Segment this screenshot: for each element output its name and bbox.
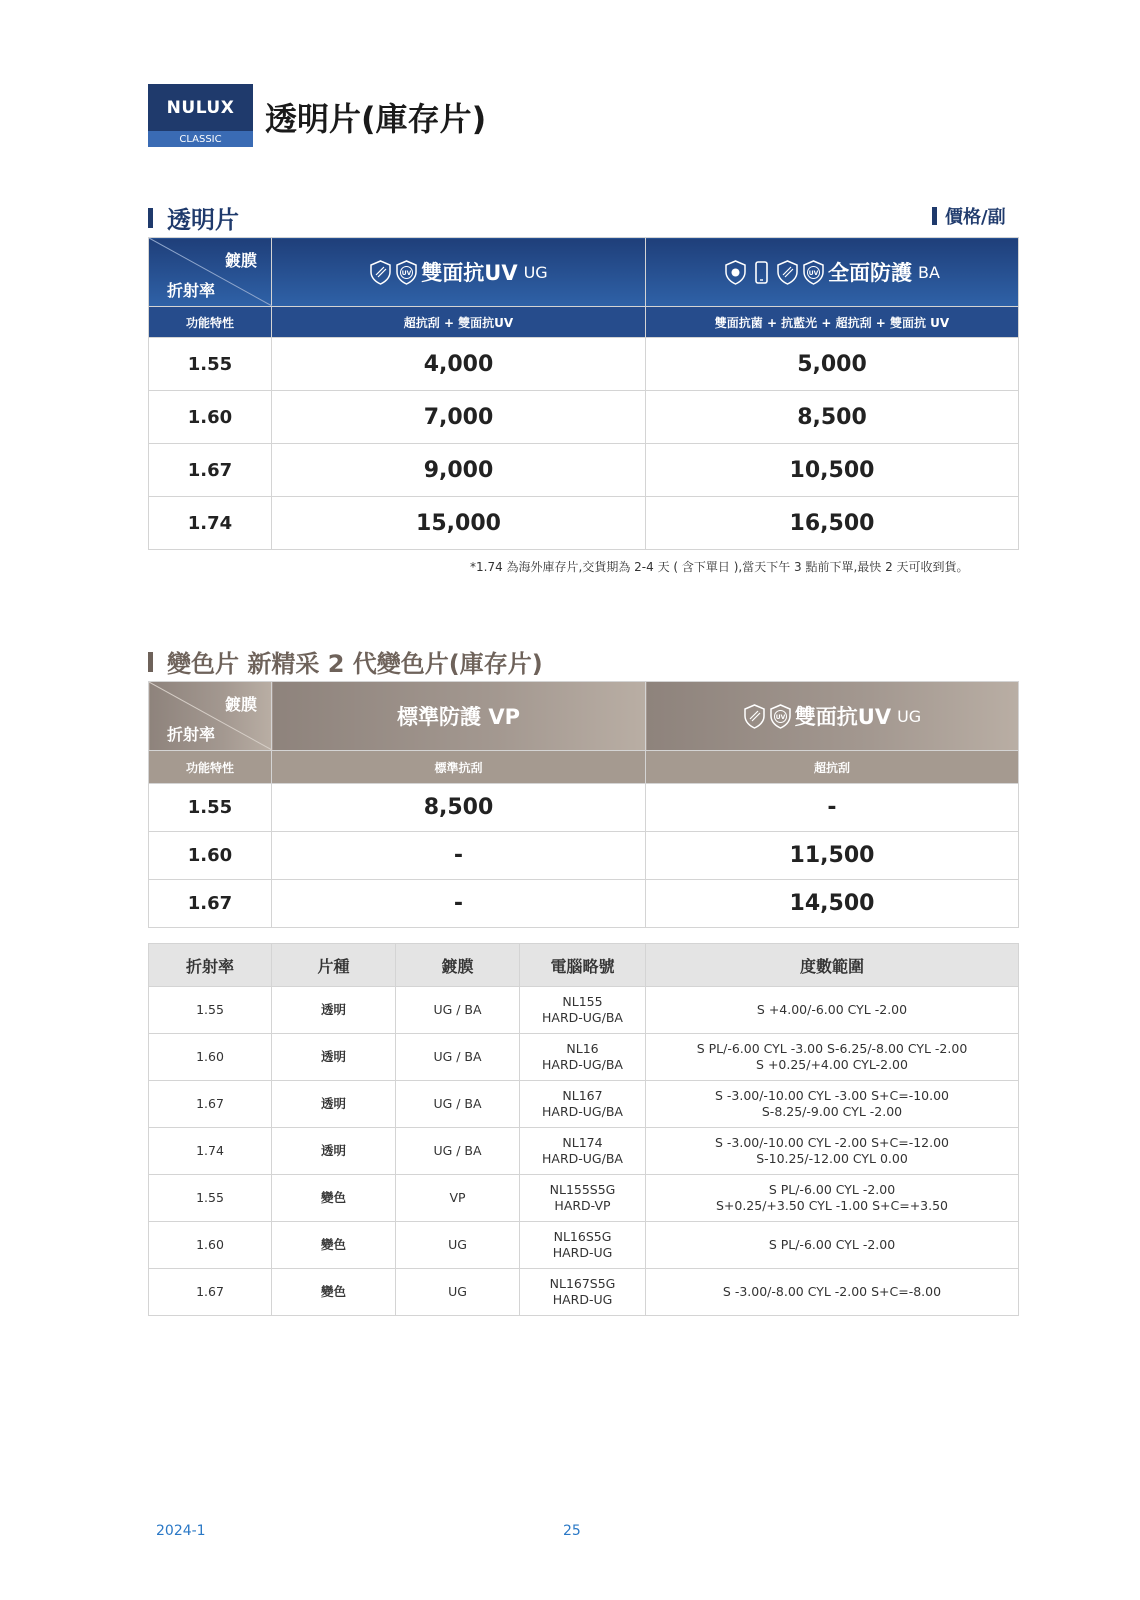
spec-kind: 透明: [272, 1034, 396, 1081]
spec-kind: 變色: [272, 1222, 396, 1269]
price-vp: -: [272, 880, 646, 928]
spec-coating: UG: [396, 1222, 520, 1269]
column-header-vp: [272, 682, 646, 751]
price-unit-text: 價格/副: [945, 207, 1006, 228]
range-line: S+0.25/+3.50 CYL -1.00 S+C=+3.50: [715, 1198, 949, 1213]
page-number: 25: [563, 1523, 581, 1539]
refractive-index: 1.55: [149, 784, 272, 832]
uv-shield-icon: [776, 260, 799, 285]
spec-kind: 透明: [272, 1081, 396, 1128]
spec-row: [149, 987, 1019, 1034]
column-title-ug: 雙面抗UV: [421, 261, 518, 285]
spec-index: 1.60: [149, 1222, 272, 1269]
spec-range: [646, 1081, 1019, 1128]
price-ug: 14,500: [646, 880, 1019, 928]
section-bar: [148, 652, 153, 672]
spec-table: [148, 943, 1019, 1316]
brand-tagline: CLASSIC: [148, 131, 253, 147]
spec-index: 1.55: [149, 987, 272, 1034]
clear-price-table: [148, 237, 1019, 550]
price-unit: [932, 203, 1006, 229]
price-row: [149, 391, 1019, 444]
corner-index-label: 折射率: [167, 725, 216, 744]
corner-coating-label: 鍍膜: [224, 695, 257, 714]
header-coating: 鍍膜: [396, 944, 520, 987]
spec-code: [520, 1081, 646, 1128]
spec-coating: UG: [396, 1269, 520, 1316]
svg-text:UV: UV: [402, 269, 412, 277]
price-ba: 5,000: [646, 338, 1019, 391]
phone-icon: [750, 260, 773, 285]
range-line: S PL/-6.00 CYL -2.00: [768, 1237, 896, 1252]
code-line: HARD-UG: [552, 1292, 613, 1307]
code-line: HARD-UG: [552, 1245, 613, 1260]
header-range: 度數範圍: [646, 944, 1019, 987]
corner-cell: [149, 682, 272, 751]
column-suffix-ug: UG: [897, 706, 922, 726]
feature-ug: 超抗刮: [646, 751, 1019, 784]
spec-index: 1.60: [149, 1034, 272, 1081]
spec-kind: 變色: [272, 1175, 396, 1222]
spec-coating: UG / BA: [396, 1128, 520, 1175]
spec-range: [646, 1222, 1019, 1269]
range-line: S -3.00/-10.00 CYL -2.00 S+C=-12.00: [714, 1135, 950, 1150]
code-line: NL155S5G: [549, 1182, 616, 1197]
clear-section-title-text: 透明片: [167, 206, 239, 234]
corner-cell: [149, 238, 272, 307]
antibacterial-icon: [724, 260, 747, 285]
price-unit-bar: [932, 207, 937, 225]
spec-coating: UG / BA: [396, 1034, 520, 1081]
column-header-ba: [646, 238, 1019, 307]
feature-ug: 超抗刮 + 雙面抗UV: [272, 307, 646, 338]
uv-shield-icon: [802, 260, 825, 285]
photochromic-section-title-text: 變色片 新精采 2 代變色片(庫存片): [167, 650, 543, 678]
brand-logo: [148, 84, 253, 147]
spec-row: [149, 1175, 1019, 1222]
spec-range: [646, 1034, 1019, 1081]
spec-row: [149, 1128, 1019, 1175]
range-line: S -3.00/-8.00 CYL -2.00 S+C=-8.00: [722, 1284, 942, 1299]
spec-coating: VP: [396, 1175, 520, 1222]
section-bar: [148, 208, 153, 228]
uv-shield-icon: [743, 704, 766, 729]
spec-code: [520, 1175, 646, 1222]
header-kind: 片種: [272, 944, 396, 987]
spec-range: [646, 1175, 1019, 1222]
price-ba: 16,500: [646, 497, 1019, 550]
footnote: *1.74 為海外庫存片,交貨期為 2-4 天 ( 含下單日 ),當天下午 3 點前下單,最快 2 天可收到貨。: [470, 560, 969, 574]
spec-row: [149, 1269, 1019, 1316]
spec-row: [149, 1081, 1019, 1128]
corner-coating-label: 鍍膜: [224, 251, 257, 270]
spec-coating: UG / BA: [396, 1081, 520, 1128]
spec-header-row: [149, 944, 1019, 987]
code-line: NL167: [562, 1088, 603, 1103]
range-line: S PL/-6.00 CYL -2.00: [768, 1182, 896, 1197]
price-vp: 8,500: [272, 784, 646, 832]
feature-label: 功能特性: [149, 307, 272, 338]
spec-kind: 透明: [272, 1128, 396, 1175]
code-line: HARD-UG/BA: [542, 1057, 623, 1072]
column-suffix-ba: BA: [918, 262, 940, 282]
spec-row: [149, 1222, 1019, 1269]
uv-shield-icon: [395, 260, 418, 285]
svg-text:UV: UV: [808, 269, 819, 277]
svg-text:UV: UV: [775, 713, 786, 721]
code-line: HARD-UG/BA: [542, 1104, 623, 1119]
price-row: [149, 497, 1019, 550]
uv-shield-icon: [369, 260, 392, 285]
code-line: NL16S5G: [553, 1229, 612, 1244]
range-line: S -3.00/-10.00 CYL -3.00 S+C=-10.00: [714, 1088, 950, 1103]
photochromic-price-table: [148, 681, 1019, 928]
page-title: 透明片(庫存片): [265, 100, 487, 138]
spec-code: [520, 1128, 646, 1175]
refractive-index: 1.60: [149, 832, 272, 880]
spec-index: 1.55: [149, 1175, 272, 1222]
spec-index: 1.74: [149, 1128, 272, 1175]
code-line: NL167S5G: [549, 1276, 616, 1291]
feature-ba: 雙面抗菌 + 抗藍光 + 超抗刮 + 雙面抗 UV: [646, 307, 1019, 338]
column-title-ba: 全面防護: [828, 261, 913, 285]
spec-code: [520, 1269, 646, 1316]
column-title-vp: 標準防護 VP: [397, 705, 520, 729]
footer-date: 2024-1: [156, 1523, 206, 1539]
code-line: NL174: [562, 1135, 603, 1150]
spec-row: [149, 1034, 1019, 1081]
uv-shield-icon: [769, 704, 792, 729]
spec-range: [646, 987, 1019, 1034]
refractive-index: 1.67: [149, 880, 272, 928]
price-ug: 11,500: [646, 832, 1019, 880]
feature-label: 功能特性: [149, 751, 272, 784]
column-suffix-ug: UG: [523, 262, 548, 282]
price-row: [149, 880, 1019, 928]
header-code: 電腦略號: [520, 944, 646, 987]
column-header-ug: [646, 682, 1019, 751]
photochromic-section-title: [148, 644, 543, 679]
price-ba: 10,500: [646, 444, 1019, 497]
spec-kind: 變色: [272, 1269, 396, 1316]
spec-code: [520, 987, 646, 1034]
price-row: [149, 444, 1019, 497]
range-line: S-10.25/-12.00 CYL 0.00: [756, 1151, 908, 1166]
price-row: [149, 832, 1019, 880]
code-line: HARD-UG/BA: [542, 1010, 623, 1025]
price-row: [149, 338, 1019, 391]
price-ug: 15,000: [272, 497, 646, 550]
range-line: S PL/-6.00 CYL -3.00 S-6.25/-8.00 CYL -2.00: [696, 1041, 968, 1056]
price-row: [149, 784, 1019, 832]
code-line: NL16: [566, 1041, 599, 1056]
price-vp: -: [272, 832, 646, 880]
column-header-ug: [272, 238, 646, 307]
spec-range: [646, 1269, 1019, 1316]
code-line: HARD-UG/BA: [542, 1151, 623, 1166]
column-title-ug: 雙面抗UV: [794, 705, 892, 729]
spec-range: [646, 1128, 1019, 1175]
refractive-index: 1.55: [149, 338, 272, 391]
spec-code: [520, 1034, 646, 1081]
spec-kind: 透明: [272, 987, 396, 1034]
corner-index-label: 折射率: [167, 281, 216, 300]
range-line: S +4.00/-6.00 CYL -2.00: [756, 1002, 908, 1017]
brand-name: NULUX: [166, 97, 235, 118]
refractive-index: 1.67: [149, 444, 272, 497]
spec-index: 1.67: [149, 1081, 272, 1128]
price-ba: 8,500: [646, 391, 1019, 444]
spec-coating: UG / BA: [396, 987, 520, 1034]
code-line: NL155: [562, 994, 603, 1009]
clear-section-title: [148, 200, 239, 235]
refractive-index: 1.60: [149, 391, 272, 444]
header-index: 折射率: [149, 944, 272, 987]
range-line: S-8.25/-9.00 CYL -2.00: [761, 1104, 903, 1119]
price-ug: 4,000: [272, 338, 646, 391]
price-ug: 7,000: [272, 391, 646, 444]
spec-code: [520, 1222, 646, 1269]
feature-vp: 標準抗刮: [272, 751, 646, 784]
refractive-index: 1.74: [149, 497, 272, 550]
code-line: HARD-VP: [554, 1198, 611, 1213]
spec-index: 1.67: [149, 1269, 272, 1316]
price-ug: -: [646, 784, 1019, 832]
price-ug: 9,000: [272, 444, 646, 497]
range-line: S +0.25/+4.00 CYL-2.00: [756, 1057, 908, 1072]
